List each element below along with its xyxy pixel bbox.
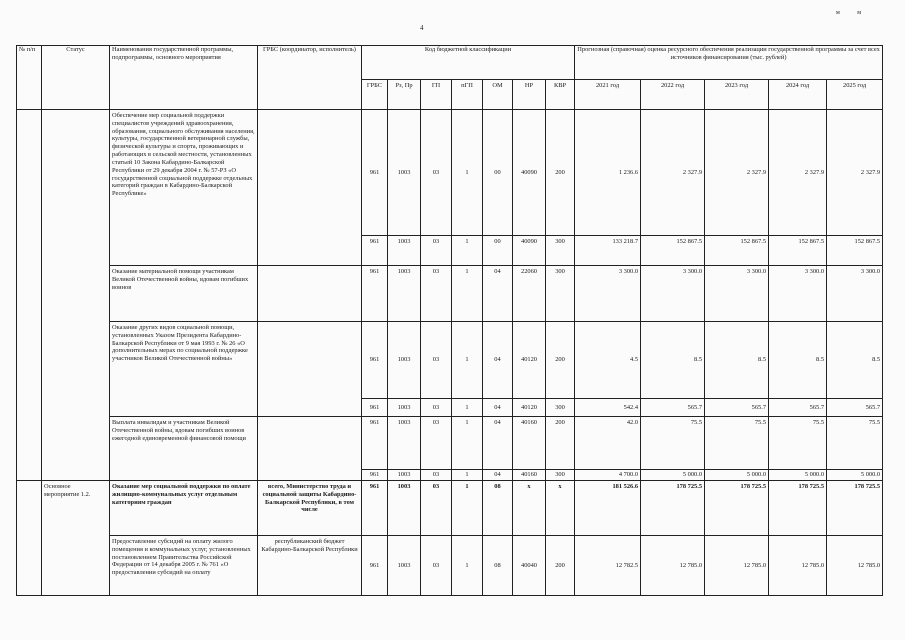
page-number: 4 bbox=[420, 24, 424, 32]
code-cell: 1003 bbox=[388, 266, 421, 322]
value-cell: 565.7 bbox=[827, 399, 883, 417]
header-year-col: 2025 год bbox=[827, 80, 883, 110]
header-budget-code: Код бюджетной классификации bbox=[362, 46, 575, 80]
code-cell: 08 bbox=[483, 481, 513, 536]
code-cell: 00 bbox=[483, 236, 513, 266]
code-cell: 03 bbox=[421, 322, 452, 399]
code-cell: 40090 bbox=[513, 236, 546, 266]
grbs-cell: республиканский бюджет Кабардино-Балкарской Республики bbox=[258, 536, 362, 596]
value-cell: 152 867.5 bbox=[641, 236, 705, 266]
measure-name: Оказание материальной помощи участникам Великой Отечественной войны, вдовам погибших воинов bbox=[110, 266, 258, 322]
value-cell: 3 300.0 bbox=[575, 266, 641, 322]
value-cell: 75.5 bbox=[705, 417, 769, 470]
grbs-cell bbox=[258, 417, 362, 481]
code-cell: 04 bbox=[483, 266, 513, 322]
corner-marks: м м bbox=[836, 10, 870, 16]
code-cell: 03 bbox=[421, 266, 452, 322]
value-cell: 8.5 bbox=[769, 322, 827, 399]
code-cell: 04 bbox=[483, 417, 513, 470]
header-estimate: Прогнозная (справочная) оценка ресурсного обеспечения реализации государственной программы за счет всех источников финансирования (тыс. рублей) bbox=[575, 46, 883, 80]
code-cell: 1 bbox=[452, 322, 483, 399]
code-cell: 1003 bbox=[388, 481, 421, 536]
header-status: Статус bbox=[42, 46, 110, 110]
value-cell: 542.4 bbox=[575, 399, 641, 417]
code-cell: 1 bbox=[452, 110, 483, 236]
value-cell: 133 218.7 bbox=[575, 236, 641, 266]
header-num: № п/п bbox=[17, 46, 42, 110]
table-row bbox=[17, 110, 883, 236]
value-cell: 12 785.0 bbox=[827, 536, 883, 596]
code-cell: 22060 bbox=[513, 266, 546, 322]
code-cell: 1 bbox=[452, 236, 483, 266]
measure-name: Обеспечение мер социальной поддержки специалистов учреждений здравоохранения, образования, социального обслуживания населения, культуры, государственной ветеринарной службы, физической культуры и спорта, проживающих и работающих в сельской местности, установленных статьей 10 Закона Кабардино-Балкарской Республики от 29 декабря 2004 г. № 57-РЗ «О государственной социальной поддержке отдельных категорий граждан в Кабардино-Балкарской Республике» bbox=[110, 110, 258, 266]
code-cell: 1003 bbox=[388, 322, 421, 399]
code-cell: 300 bbox=[546, 266, 575, 322]
header-year-col: 2023 год bbox=[705, 80, 769, 110]
header-code-col: ОМ bbox=[483, 80, 513, 110]
code-cell: 1003 bbox=[388, 536, 421, 596]
code-cell: 300 bbox=[546, 399, 575, 417]
status-cell bbox=[42, 110, 110, 481]
header-year-col: 2024 год bbox=[769, 80, 827, 110]
value-cell: 12 785.0 bbox=[769, 536, 827, 596]
code-cell: 04 bbox=[483, 399, 513, 417]
code-cell: 04 bbox=[483, 322, 513, 399]
code-cell: 1003 bbox=[388, 470, 421, 481]
table-row bbox=[17, 417, 883, 470]
header-code-col: НР bbox=[513, 80, 546, 110]
code-cell: 1003 bbox=[388, 399, 421, 417]
code-cell: 961 bbox=[362, 236, 388, 266]
code-cell: 03 bbox=[421, 236, 452, 266]
grbs-cell: всего, Министерство труда и социальной защиты Кабардино-Балкарской Республики, в том числе bbox=[258, 481, 362, 536]
header-code-col: ГРБС bbox=[362, 80, 388, 110]
code-cell: 961 bbox=[362, 536, 388, 596]
value-cell: 75.5 bbox=[827, 417, 883, 470]
num-cell bbox=[17, 110, 42, 481]
measure-name: Выплата инвалидам и участникам Великой Отечественной войны, вдовам погибших воинов ежегодной единовременной финансовой помощи bbox=[110, 417, 258, 481]
value-cell: 8.5 bbox=[705, 322, 769, 399]
header-code-col: Рз, Пр bbox=[388, 80, 421, 110]
value-cell: 42.0 bbox=[575, 417, 641, 470]
value-cell: 8.5 bbox=[641, 322, 705, 399]
header-code-col: ГП bbox=[421, 80, 452, 110]
value-cell: 5 000.0 bbox=[705, 470, 769, 481]
value-cell: 3 300.0 bbox=[827, 266, 883, 322]
code-cell: x bbox=[513, 481, 546, 536]
value-cell: 2 327.9 bbox=[769, 110, 827, 236]
num-cell bbox=[17, 481, 42, 596]
code-cell: 200 bbox=[546, 417, 575, 470]
code-cell: 08 bbox=[483, 536, 513, 596]
value-cell: 4 700.0 bbox=[575, 470, 641, 481]
value-cell: 181 526.6 bbox=[575, 481, 641, 536]
code-cell: 1 bbox=[452, 536, 483, 596]
code-cell: 1 bbox=[452, 399, 483, 417]
code-cell: 03 bbox=[421, 110, 452, 236]
grbs-cell bbox=[258, 110, 362, 266]
code-cell: 40040 bbox=[513, 536, 546, 596]
value-cell: 178 725.5 bbox=[705, 481, 769, 536]
code-cell: 1 bbox=[452, 417, 483, 470]
value-cell: 12 785.0 bbox=[705, 536, 769, 596]
budget-table bbox=[16, 45, 883, 596]
code-cell: 40120 bbox=[513, 399, 546, 417]
header-code-col: КВР bbox=[546, 80, 575, 110]
value-cell: 2 327.9 bbox=[705, 110, 769, 236]
value-cell: 5 000.0 bbox=[769, 470, 827, 481]
code-cell: 40120 bbox=[513, 322, 546, 399]
code-cell: 1003 bbox=[388, 417, 421, 470]
value-cell: 8.5 bbox=[827, 322, 883, 399]
measure-name: Предоставление субсидий на оплату жилого помещения и коммунальных услуг, установленных постановлением Правительства Российской Федерации от 14 декабря 2005 г. № 761 «О предоставлении субсидий на оплату bbox=[110, 536, 258, 596]
value-cell: 3 300.0 bbox=[641, 266, 705, 322]
code-cell: 1 bbox=[452, 470, 483, 481]
header-name: Наименования государственной программы, подпрограммы, основного мероприятия bbox=[110, 46, 258, 110]
measure-name: Оказание мер социальной поддержки по оплате жилищно-коммунальных услуг отдельным категориям граждан bbox=[110, 481, 258, 536]
code-cell: 961 bbox=[362, 417, 388, 470]
value-cell: 178 725.5 bbox=[641, 481, 705, 536]
code-cell: 1 bbox=[452, 481, 483, 536]
table-row bbox=[17, 322, 883, 399]
code-cell: 200 bbox=[546, 322, 575, 399]
code-cell: 300 bbox=[546, 236, 575, 266]
value-cell: 565.7 bbox=[705, 399, 769, 417]
code-cell: 03 bbox=[421, 536, 452, 596]
value-cell: 1 236.6 bbox=[575, 110, 641, 236]
code-cell: 961 bbox=[362, 110, 388, 236]
code-cell: 961 bbox=[362, 481, 388, 536]
code-cell: 1003 bbox=[388, 236, 421, 266]
value-cell: 3 300.0 bbox=[769, 266, 827, 322]
code-cell: 00 bbox=[483, 110, 513, 236]
code-cell: 03 bbox=[421, 399, 452, 417]
value-cell: 152 867.5 bbox=[769, 236, 827, 266]
code-cell: 961 bbox=[362, 322, 388, 399]
header-grbs-coordinator: ГРБС (координатор, исполнитель) bbox=[258, 46, 362, 110]
status-cell: Основное мероприятие 1.2. bbox=[42, 481, 110, 596]
code-cell: 03 bbox=[421, 481, 452, 536]
grbs-cell bbox=[258, 266, 362, 322]
code-cell: 200 bbox=[546, 110, 575, 236]
value-cell: 75.5 bbox=[769, 417, 827, 470]
value-cell: 12 785.0 bbox=[641, 536, 705, 596]
value-cell: 178 725.5 bbox=[827, 481, 883, 536]
header-row-1 bbox=[17, 46, 883, 80]
value-cell: 152 867.5 bbox=[827, 236, 883, 266]
header-code-col: пГП bbox=[452, 80, 483, 110]
table-row bbox=[17, 266, 883, 322]
code-cell: 961 bbox=[362, 470, 388, 481]
value-cell: 5 000.0 bbox=[641, 470, 705, 481]
header-year-col: 2021 год bbox=[575, 80, 641, 110]
code-cell: 03 bbox=[421, 470, 452, 481]
value-cell: 178 725.5 bbox=[769, 481, 827, 536]
value-cell: 565.7 bbox=[769, 399, 827, 417]
code-cell: 40090 bbox=[513, 110, 546, 236]
value-cell: 4.5 bbox=[575, 322, 641, 399]
value-cell: 5 000.0 bbox=[827, 470, 883, 481]
value-cell: 2 327.9 bbox=[827, 110, 883, 236]
table-row bbox=[17, 481, 883, 536]
value-cell: 152 867.5 bbox=[705, 236, 769, 266]
header-year-col: 2022 год bbox=[641, 80, 705, 110]
code-cell: 961 bbox=[362, 266, 388, 322]
code-cell: 04 bbox=[483, 470, 513, 481]
value-cell: 3 300.0 bbox=[705, 266, 769, 322]
code-cell: 1 bbox=[452, 266, 483, 322]
table-row bbox=[17, 536, 883, 596]
grbs-cell bbox=[258, 322, 362, 417]
code-cell: 03 bbox=[421, 417, 452, 470]
value-cell: 2 327.9 bbox=[641, 110, 705, 236]
code-cell: 40160 bbox=[513, 470, 546, 481]
code-cell: 40160 bbox=[513, 417, 546, 470]
value-cell: 12 782.5 bbox=[575, 536, 641, 596]
measure-name: Оказание других видов социальной помощи, установленных Указом Президента Кабардино-Балкарской Республики от 9 мая 1993 г. № 26 «О дополнительных мерах по социальной поддержке участников Великой Отечественной войны» bbox=[110, 322, 258, 417]
value-cell: 75.5 bbox=[641, 417, 705, 470]
code-cell: 200 bbox=[546, 536, 575, 596]
code-cell: 961 bbox=[362, 399, 388, 417]
code-cell: 300 bbox=[546, 470, 575, 481]
code-cell: 1003 bbox=[388, 110, 421, 236]
code-cell: x bbox=[546, 481, 575, 536]
value-cell: 565.7 bbox=[641, 399, 705, 417]
